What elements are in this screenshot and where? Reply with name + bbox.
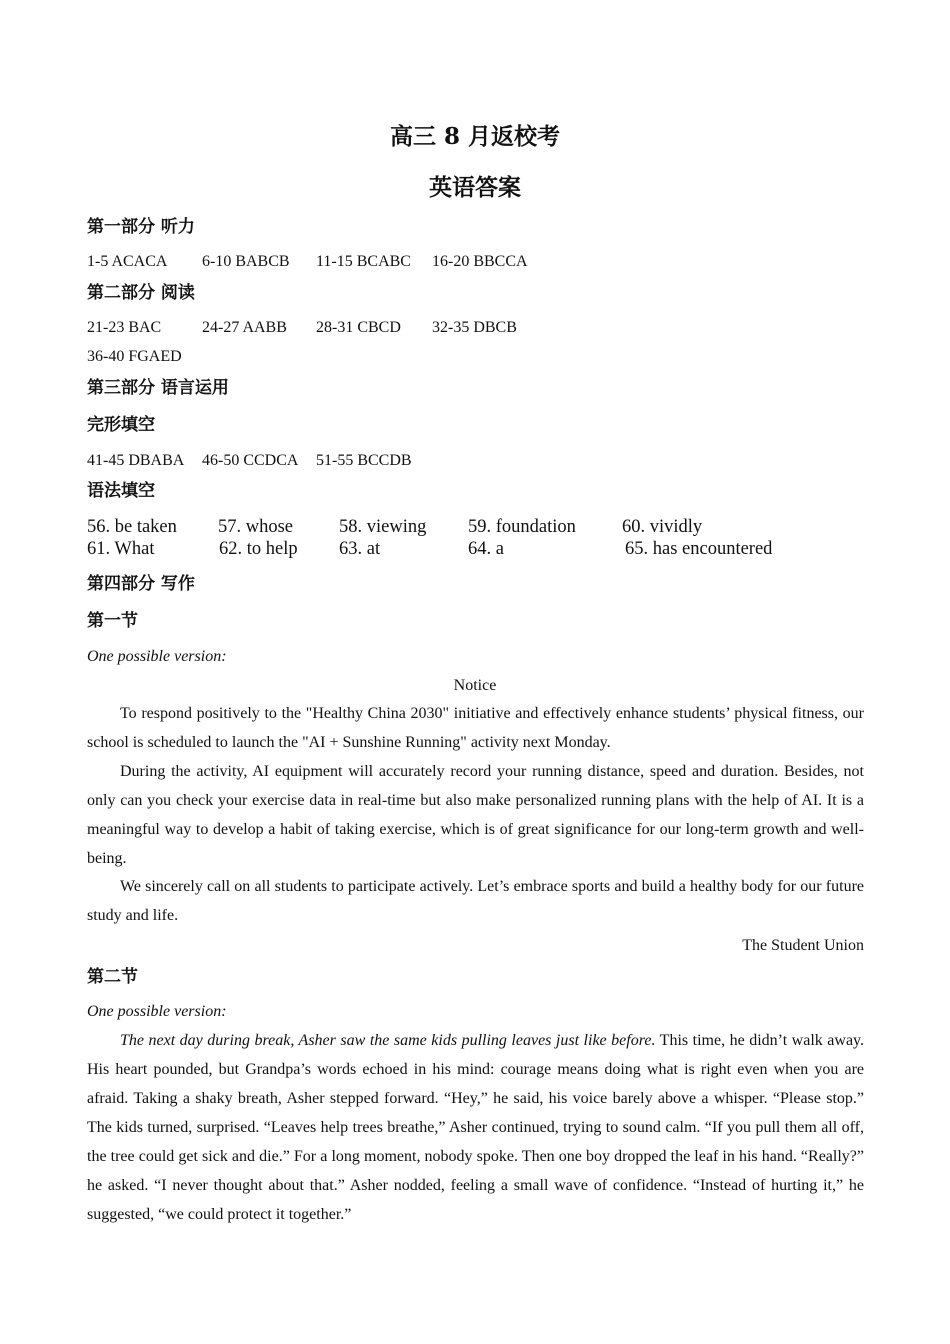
story-continuation: This time, he didn’t walk away. His heart pounded, but Grandpa’s words echoed in his mind: courage means doing what is right even when you are afraid. Taking a shaky breath, Asher stepped forward. “Hey,” he said, his voice barely above a whisper. “Please stop.” The kids turned, surprised. “Leaves help trees breathe,” Asher continued, trying to sound calm. “If you pull them all off, the tree could get sick and die.” For a long moment, nobody spoke. Then one boy dropped the leaf in his hand. “Really?” he asked. “I never thought about that.” Asher nodded, feeling a small wave of confidence. “Instead of hurting it,” he suggested, “we could protect it together.” [87,1032,865,1223]
answer-group: 28-31 CBCD [316,319,401,336]
grammar-answer: 60. vividly [622,517,703,537]
answer-group: 24-27 AABB [202,319,287,336]
part3-heading: 第三部分 语言运用 [87,378,229,398]
grammar-answer: 59. foundation [468,517,576,537]
answer-group: 46-50 CCDCA [202,452,299,469]
part1-heading: 第一部分 听力 [87,217,195,237]
grammar-answer: 65. has encountered [625,539,773,559]
story-opening-sentence: The next day during break, Asher saw the same kids pulling leaves just like before. [120,1032,656,1049]
section2-version-label: One possible version: [87,1003,227,1020]
grammar-answer: 57. whose [218,517,294,537]
grammar-heading: 语法填空 [87,481,155,501]
section1-heading: 第一节 [87,611,138,631]
grammar-answer: 63. at [339,539,381,559]
notice-paragraph: To respond positively to the "Healthy China 2030" initiative and effectively enhance students’ physical fitness, our school is scheduled to launch the "AI + Sunshine Running" activity next Monday. [87,705,864,751]
answer-group: 51-55 BCCDB [316,452,412,469]
part4-heading: 第四部分 写作 [87,574,195,594]
page-title: 高三 8 月返校考 [389,123,561,150]
notice-paragraph: During the activity, AI equipment will accurately record your running distance, speed and duration. Besides, not only can you check your exercise data in real-time but also make personalized running plans with the help of AI. It is a meaningful way to develop a habit of taking exercise, which is of great significance for our long-term growth and well-being. [87,763,864,867]
answer-group: 41-45 DBABA [87,452,185,469]
grammar-answer: 58. viewing [339,517,427,537]
cloze-heading: 完形填空 [87,415,155,435]
story-paragraph [87,1026,864,1229]
grammar-answer: 64. a [468,539,504,559]
answer-group: 21-23 BAC [87,319,162,336]
page-subtitle: 英语答案 [429,174,521,201]
answer-group: 16-20 BBCCA [432,253,528,270]
notice-title: Notice [453,677,497,694]
answer-group: 6-10 BABCB [202,253,290,270]
section1-version-label: One possible version: [87,648,227,665]
answer-group: 1-5 ACACA [87,253,168,270]
grammar-answer: 61. What [87,539,155,559]
answer-group: 11-15 BCABC [316,253,411,270]
grammar-answer: 62. to help [219,539,298,559]
answer-group: 36-40 FGAED [87,348,182,365]
grammar-answer: 56. be taken [87,517,177,537]
answer-group: 32-35 DBCB [432,319,517,336]
part2-heading: 第二部分 阅读 [87,283,195,303]
notice-paragraph: We sincerely call on all students to participate actively. Let’s embrace sports and build a healthy body for our future study and life. [87,878,864,924]
section2-heading: 第二节 [87,967,138,987]
notice-signature: The Student Union [742,937,864,954]
